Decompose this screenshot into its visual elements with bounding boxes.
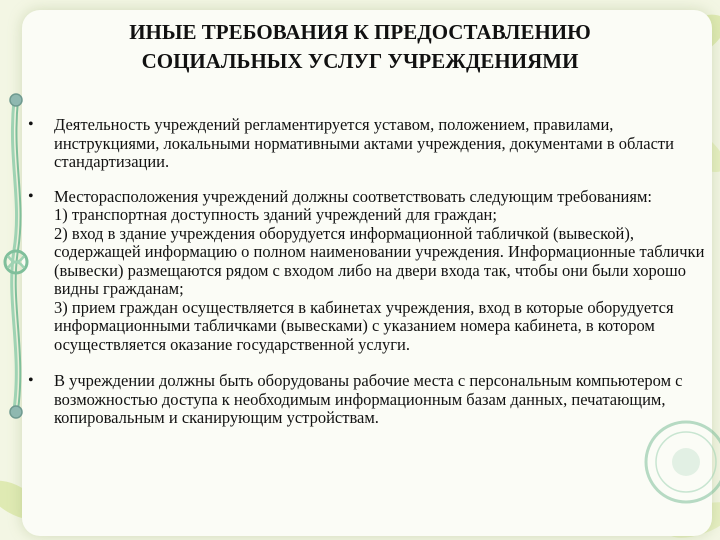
title-line-1: ИНЫЕ ТРЕБОВАНИЯ К ПРЕДОСТАВЛЕНИЮ — [129, 20, 591, 44]
bullet-icon: • — [28, 116, 34, 133]
bullet-icon: • — [28, 187, 34, 205]
list-item — [28, 116, 708, 172]
requirement-1: 1) транспортная доступность зданий учреждений для граждан; — [54, 205, 497, 224]
bullet-intro: Месторасположения учреждений должны соответствовать следующим требованиям: — [54, 186, 653, 206]
bullet-text: Деятельность учреждений регламентируется уставом, положением, правилами, инструкциями, локальными нормативными актами учреждения, документами в области стандартизации. — [54, 115, 674, 171]
list-item — [28, 372, 708, 428]
bullet-list — [28, 116, 708, 428]
list-item — [28, 188, 708, 355]
round-seal-icon — [642, 418, 720, 506]
bullet-text: В учреждении должны быть оборудованы рабочие места с персональным компьютером с возможностью доступа к необходимым информационным базам данных, печатающим, копировальным и сканирующим устройствам. — [54, 371, 683, 427]
title-line-2: СОЦИАЛЬНЫХ УСЛУГ УЧРЕЖДЕНИЯМИ — [141, 49, 579, 73]
slide-title — [60, 18, 660, 76]
bullet-icon: • — [28, 372, 34, 389]
requirement-3: 3) прием граждан осуществляется в кабинетах учреждения, вход в которые оборудуется информационными табличками (вывесками) с указанием номера кабинета, в котором осуществляется оказание государственной услуги. — [54, 297, 674, 354]
requirement-2: 2) вход в здание учреждения оборудуется информационной табличкой (вывеской), содержащей информацию о полном наименовании учреждения. Информационные таблички (вывески) размещаются рядом с входом либо на двери входа так, чтобы они были хорошо видны гражданам; — [54, 223, 705, 298]
